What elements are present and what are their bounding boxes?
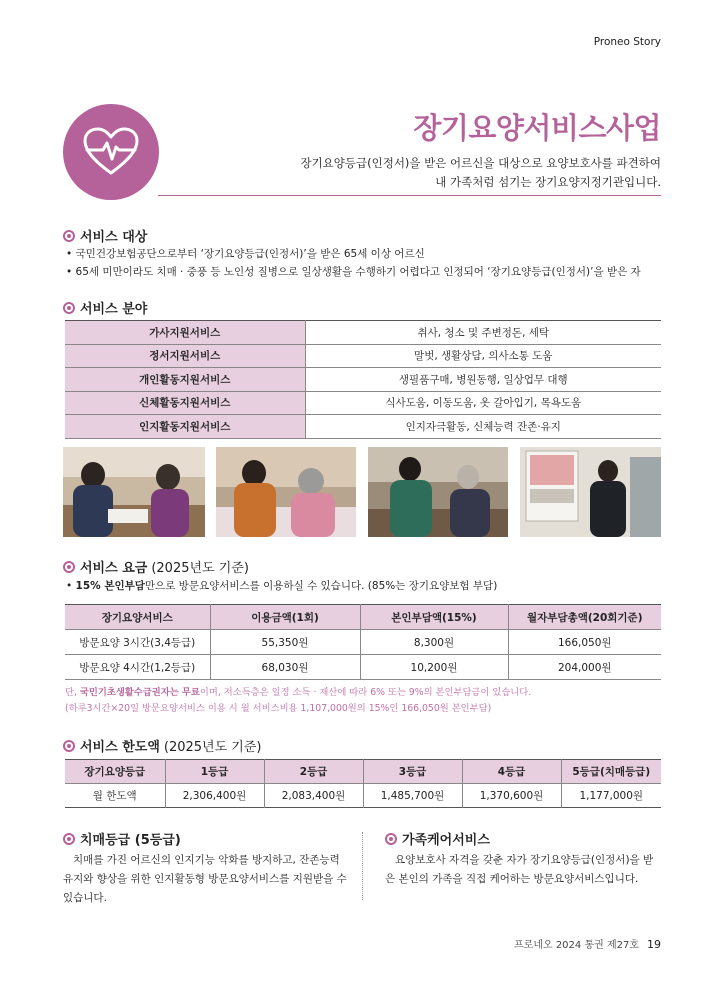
table-row	[65, 630, 661, 655]
table-header-row	[65, 760, 661, 784]
photo-hair-care	[216, 447, 356, 537]
column-header: 5등급(치매등급)	[561, 760, 661, 784]
table-cell: 2,083,400원	[264, 784, 363, 808]
header-icon-circle	[63, 104, 159, 200]
table-cell: 월 한도액	[92, 790, 137, 802]
table-cell: 2,306,400원	[165, 784, 264, 808]
family-text: 요양보호사 자격을 갖춘 자가 장기요양등급(인정서)을 받은 본인의 가족을 직접 케어하는 방문요양서비스입니다.	[385, 854, 654, 885]
table-row	[65, 321, 661, 345]
table-cell: 1,370,600원	[462, 784, 561, 808]
section-title-note: (2025년도 기준)	[163, 740, 262, 755]
column-header: 4등급	[462, 760, 561, 784]
circle-bullet-icon	[63, 833, 75, 845]
service-fields-table	[65, 320, 661, 439]
section-title: 서비스 대상	[80, 230, 148, 245]
section-heading-fee	[63, 557, 249, 576]
table-cell: 204,000원	[508, 655, 661, 680]
header-divider	[158, 195, 661, 196]
service-name: 정서지원서비스	[65, 344, 305, 368]
list-item: • 국민건강보험공단으로부터 ‘장기요양등급(인정서)’을 받은 65세 이상 어르신	[66, 245, 641, 263]
list-item: • 65세 미만이라도 치매 · 중풍 등 노인성 질병으로 일상생활을 수행하기 어렵다고 인정되어 ‘장기요양등급(인정서)’을 받은 자	[66, 263, 641, 281]
photo-calendar-activity	[520, 447, 661, 537]
table-cell: 1,177,000원	[561, 784, 661, 808]
note-rest: 이며, 저소득층은 일정 소득 · 재산에 따라 6% 또는 9%의 본인부담금이 있습니다.	[199, 687, 532, 698]
section-title: 서비스 한도액	[80, 740, 160, 755]
publication-label: 프로네오 2024 통권 제27호	[514, 940, 639, 951]
service-desc: 취사, 청소 및 주변정돈, 세탁	[305, 321, 661, 345]
table-cell: 방문요양 4시간(1,2등급)	[65, 655, 210, 680]
limit-table	[65, 759, 661, 808]
column-divider	[362, 832, 363, 900]
section-title: 서비스 분야	[80, 302, 148, 317]
note-bold: 국민기초생활수급권자는 무료	[79, 687, 200, 698]
service-desc: 인지자극활동, 신체능력 잔존·유지	[305, 415, 661, 439]
section-heading-family	[385, 829, 490, 848]
table-row	[65, 655, 661, 680]
table-cell: 166,050원	[508, 630, 661, 655]
subtitle-line: 내 가족처럼 섬기는 장기요양지정기관입니다.	[435, 175, 661, 189]
service-desc: 말벗, 생활상담, 의사소통 도움	[305, 344, 661, 368]
column-header: 장기요양등급	[65, 760, 165, 784]
section-title: 가족케어서비스	[402, 833, 490, 848]
photo-meal-help	[368, 447, 508, 537]
table-row	[65, 415, 661, 439]
section-heading-limit	[63, 736, 261, 755]
table-cell: 10,200원	[360, 655, 508, 680]
table-header-row	[65, 605, 661, 630]
column-header: 본인부담액(15%)	[360, 605, 508, 630]
photo-counseling	[63, 447, 205, 537]
service-name: 인지활동지원서비스	[65, 415, 305, 439]
dementia-text: 치매를 가진 어르신의 인지기능 악화를 방지하고, 잔존능력 유지와 향상을 위한 인지활동형 방문요양서비스를 지원받을 수 있습니다.	[63, 854, 347, 904]
heart-pulse-icon	[81, 126, 141, 178]
service-desc: 생필품구매, 병원동행, 일상업무 대행	[305, 368, 661, 392]
table-cell: 방문요양 3시간(3,4등급)	[65, 630, 210, 655]
circle-bullet-icon	[63, 230, 75, 242]
table-cell: 8,300원	[360, 630, 508, 655]
page-title: 장기요양서비스사업	[413, 111, 661, 145]
page-number: 19	[647, 938, 661, 951]
column-header: 3등급	[363, 760, 462, 784]
circle-bullet-icon	[63, 561, 75, 573]
section-heading-fields	[63, 298, 147, 317]
table-cell: 55,350원	[210, 630, 360, 655]
table-cell: 1,485,700원	[363, 784, 462, 808]
page-subtitle	[300, 154, 661, 192]
circle-bullet-icon	[385, 833, 397, 845]
subtitle-line: 장기요양등급(인정서)을 받은 어르신을 대상으로 요양보호사를 파견하여	[300, 156, 661, 170]
fee-note	[65, 685, 531, 717]
circle-bullet-icon	[63, 302, 75, 314]
service-desc: 식사도움, 이동도움, 옷 갈아입기, 목욕도움	[305, 391, 661, 415]
section-title-note: (2025년도 기준)	[151, 561, 249, 576]
column-header: 장기요양서비스	[65, 605, 210, 630]
service-name: 개인활동지원서비스	[65, 368, 305, 392]
brand-label: Proneo Story	[593, 36, 661, 48]
table-row	[65, 344, 661, 368]
section-title: 서비스 요금	[80, 561, 148, 576]
fee-intro-bold: 15% 본인부담	[75, 580, 145, 592]
table-row	[65, 784, 661, 808]
service-name: 신체활동지원서비스	[65, 391, 305, 415]
page-footer	[514, 936, 661, 951]
target-list	[66, 245, 641, 281]
circle-bullet-icon	[63, 740, 75, 752]
fee-table	[65, 604, 661, 680]
section-title: 치매등급 (5등급)	[80, 833, 181, 848]
section-heading-dementia	[63, 829, 181, 848]
table-cell: 68,030원	[210, 655, 360, 680]
note-line: (하루3시간×20일 방문요양서비스 이용 시 월 서비스비용 1,107,000원의 15%인 166,050원 본인부담)	[65, 703, 492, 714]
column-header: 월자부담총액(20회기준)	[508, 605, 661, 630]
fee-intro-rest: 만으로 방문요양서비스를 이용하실 수 있습니다. (85%는 장기요양보험 부담)	[144, 580, 498, 592]
column-header: 2등급	[264, 760, 363, 784]
service-name: 가사지원서비스	[65, 321, 305, 345]
fee-intro: • 15% 본인부담만으로 방문요양서비스를 이용하실 수 있습니다. (85%는 장기요양보험 부담)	[66, 580, 498, 592]
table-row	[65, 368, 661, 392]
section-heading-target	[63, 226, 147, 245]
table-row	[65, 391, 661, 415]
column-header: 이용금액(1회)	[210, 605, 360, 630]
column-header: 1등급	[165, 760, 264, 784]
note-prefix: 단,	[65, 687, 80, 698]
